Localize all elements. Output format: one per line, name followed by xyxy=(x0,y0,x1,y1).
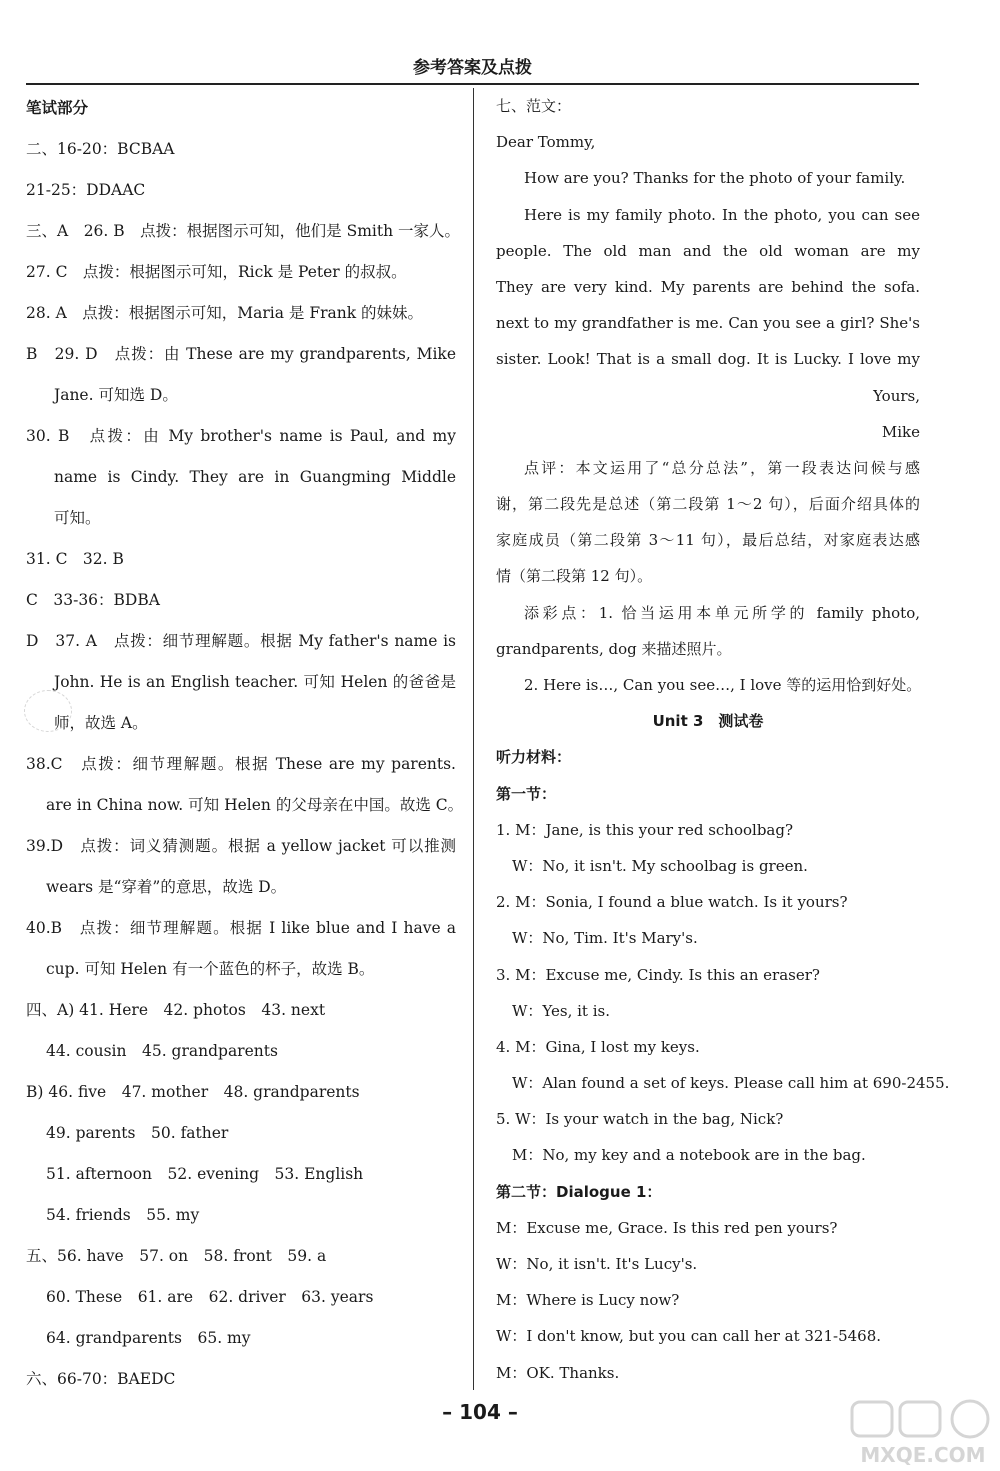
answer-line: 21-25：DDAAC xyxy=(26,181,146,199)
answer-line: 27. C 点拨：根据图示可知，Rick 是 Peter 的叔叔。 xyxy=(26,263,407,281)
answer-line: 40.B 点拨：细节理解题。根据 I like blue and I have a xyxy=(26,919,456,937)
faded-stamp xyxy=(24,690,72,732)
answer-line: 五、56. have 57. on 58. front 59. a xyxy=(26,1247,327,1265)
section-heading: 七、范文： xyxy=(496,97,572,115)
answer-line: 28. A 点拨：根据图示可知，Maria 是 Frank 的妹妹。 xyxy=(26,304,424,322)
answer-line: 三、A 26. B 点拨：根据图示可知，他们是 Smith 一家人。 xyxy=(26,222,461,240)
letter-line: How are you? Thanks for the photo of your family. xyxy=(524,169,906,188)
comment-line: 情（第二段第 12 句）。 xyxy=(496,567,653,586)
unit-title: Unit 3 测试卷 xyxy=(652,712,764,731)
dialogue-line: M：Excuse me, Grace. Is this red pen yours? xyxy=(496,1218,838,1237)
section-heading: 第二节：Dialogue 1： xyxy=(496,1182,662,1201)
answer-line: 64. grandparents 65. my xyxy=(46,1329,251,1347)
answer-line: 二、16-20：BCBAA xyxy=(26,140,175,158)
page-number: – 104 – xyxy=(442,1400,518,1424)
dialogue-line: M：Where is Lucy now? xyxy=(496,1291,680,1310)
comment-line: 谢，第二段先是总述（第二段第 1～2 句），后面介绍具体的 xyxy=(496,495,920,514)
answer-line: D 37. A 点拨：细节理解题。根据 My father's name is xyxy=(26,632,456,650)
answer-line: 49. parents 50. father xyxy=(46,1124,229,1142)
dialogue-line: W：No, it isn't. My schoolbag is green. xyxy=(512,856,808,875)
answer-line: 60. These 61. are 62. driver 63. years xyxy=(46,1288,374,1306)
column-divider xyxy=(473,88,474,1390)
answer-line: 31. C 32. B xyxy=(26,550,124,568)
dialogue-line: 2. M：Sonia, I found a blue watch. Is it yours? xyxy=(496,893,848,912)
highlight-line: 添彩点：1. 恰当运用本单元所学的 family photo, xyxy=(524,603,920,622)
answer-line: C 33-36：BDBA xyxy=(26,591,160,609)
dialogue-line: W：No, it isn't. It's Lucy's. xyxy=(496,1255,698,1273)
dialogue-line: 5. W：Is your watch in the bag, Nick? xyxy=(496,1110,784,1129)
dialogue-line: 3. M：Excuse me, Cindy. Is this an eraser? xyxy=(496,965,820,984)
dialogue-line: W：I don't know, but you can call her at 321-5468. xyxy=(496,1327,882,1346)
answer-line: are in China now. 可知 Helen 的父母亲在中国。故选 C。 xyxy=(46,796,464,814)
dialogue-line: M：OK. Thanks. xyxy=(496,1363,620,1382)
answer-line: cup. 可知 Helen 有一个蓝色的杯子，故选 B。 xyxy=(46,960,375,978)
dialogue-line: W：Alan found a set of keys. Please call him at 690-2455. xyxy=(512,1074,950,1093)
letter-signature: Mike xyxy=(881,422,920,441)
header-rule xyxy=(26,83,919,85)
comment-line: 点评：本文运用了“总分总法”，第一段表达问候与感 xyxy=(524,458,920,477)
answer-line: 51. afternoon 52. evening 53. English xyxy=(46,1165,364,1183)
letter-salutation: Dear Tommy, xyxy=(496,133,596,152)
letter-line: next to my grandfather is me. Can you see a girl? She's xyxy=(496,314,920,333)
dialogue-line: M：No, my key and a notebook are in the bag. xyxy=(512,1146,866,1165)
dialogue-line: W：Yes, it is. xyxy=(512,1001,610,1020)
answer-line: wears 是“穿着”的意思，故选 D。 xyxy=(46,878,287,896)
highlight-line: grandparents, dog 来描述照片。 xyxy=(496,639,732,658)
answer-line: 54. friends 55. my xyxy=(46,1206,200,1224)
letter-line: people. The old man and the old woman are my xyxy=(496,241,920,260)
answer-line: 六、66-70：BAEDC xyxy=(26,1370,176,1388)
answer-line: B 29. D 点拨：由 These are my grandparents, Mike xyxy=(26,345,456,363)
answer-line: 38.C 点拨：细节理解题。根据 These are my parents. xyxy=(26,755,456,773)
right-column xyxy=(496,88,950,1391)
dialogue-line: 4. M：Gina, I lost my keys. xyxy=(496,1037,700,1056)
answer-line: 30. B 点拨：由 My brother's name is Paul, and my xyxy=(26,427,456,445)
section-heading: 笔试部分 xyxy=(26,99,89,117)
left-column xyxy=(26,88,464,1400)
section-heading: 听力材料： xyxy=(496,748,572,767)
letter-line: They are very kind. My parents are behind the sofa. xyxy=(496,277,920,296)
dialogue-line: W：No, Tim. It's Mary's. xyxy=(512,929,698,948)
letter-closing: Yours, xyxy=(873,386,920,405)
answer-line: John. He is an English teacher. 可知 Helen 的爸爸是 xyxy=(54,673,456,691)
answer-line: B) 46. five 47. mother 48. grandparents xyxy=(26,1083,360,1101)
watermark-text: MXQE.COM xyxy=(860,1443,986,1467)
letter-line: Here is my family photo. In the photo, you can see xyxy=(524,205,920,224)
page-header-title: 参考答案及点拨 xyxy=(413,58,532,78)
answer-line: name is Cindy. They are in Guangming Middle xyxy=(54,468,456,486)
letter-line: sister. Look! That is a small dog. It is Lucky. I love my xyxy=(496,350,920,369)
answer-line: 44. cousin 45. grandparents xyxy=(46,1042,278,1060)
comment-line: 家庭成员（第二段第 3～11 句），最后总结，对家庭表达感 xyxy=(496,531,920,550)
section-heading: 第一节： xyxy=(496,784,557,803)
watermark-logo xyxy=(846,1396,1000,1471)
answer-line: 可知。 xyxy=(54,509,101,527)
answer-line: 39.D 点拨：词义猜测题。根据 a yellow jacket 可以推测 xyxy=(26,837,456,855)
highlight-line: 2. Here is…, Can you see…, I love 等的运用恰到好处。 xyxy=(524,676,922,694)
dialogue-line: 1. M：Jane, is this your red schoolbag? xyxy=(496,820,794,839)
answer-line: 师，故选 A。 xyxy=(54,714,148,732)
answer-line: 四、A) 41. Here 42. photos 43. next xyxy=(26,1001,326,1019)
answer-line: Jane. 可知选 D。 xyxy=(54,386,178,404)
